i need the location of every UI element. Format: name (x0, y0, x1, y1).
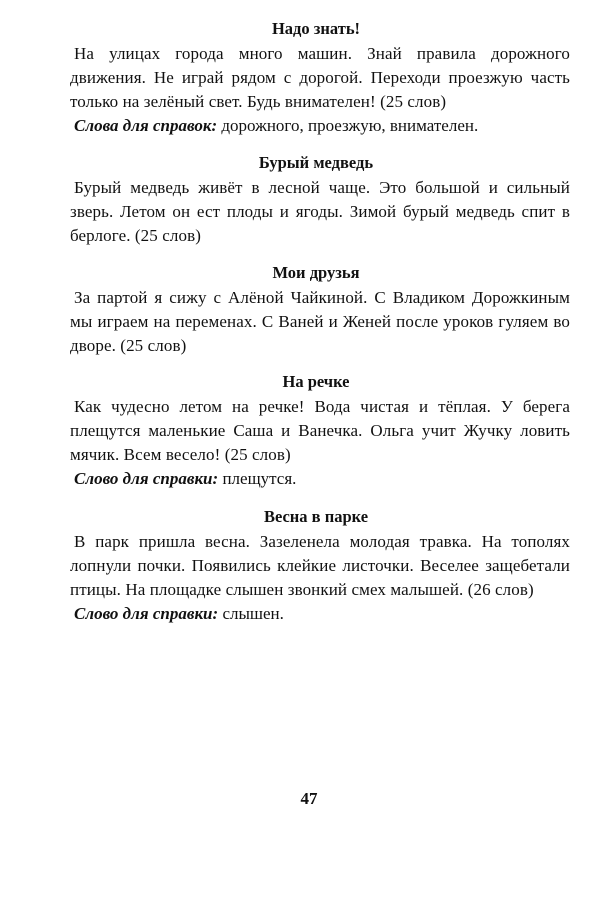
section-title: На речке (282, 372, 350, 391)
section-text (70, 42, 570, 114)
reference-label: Слово для справки: (74, 604, 219, 623)
section-text-content: На улицах города много машин. Знай правила дорожного движения. Не играй рядом с дорогой. Переходи проезжую часть только на зелёный свет. Будь внимателен! (25 слов) (70, 44, 570, 111)
section-title: Мои друзья (272, 263, 360, 282)
reference-text: дорожного, проезжую, внимателен. (221, 116, 479, 135)
reference-words (70, 602, 570, 626)
section-text-content: Бурый медведь живёт в лесной чаще. Это большой и сильный зверь. Летом он ест плоды и ягоды. Зимой бурый медведь спит в берлоге. (25 слов) (70, 178, 570, 245)
section-text-content: В парк пришла весна. Зазеленела молодая травка. На тополях лопнули почки. Появились клейкие листочки. Веселее защебетали птицы. На площадке слышен звонкий смех малышей. (26 слов) (70, 532, 570, 599)
section-buryy-medved (70, 152, 570, 248)
reference-words (70, 467, 570, 491)
section-vesna-v-parke (70, 506, 570, 626)
section-title: Весна в парке (263, 507, 369, 526)
section-nado-znat (70, 18, 570, 138)
section-text-content: За партой я сижу с Алёной Чайкиной. С Владиком Дорожкиным мы играем на переменах. С Ваней и Женей после уроков гуляем во дворе. (25 слов) (70, 288, 570, 355)
section-moi-druzya (70, 262, 570, 358)
section-title: Надо знать! (271, 19, 361, 38)
section-text (70, 395, 570, 467)
reference-label: Слова для справок: (74, 116, 218, 135)
section-text (70, 176, 570, 248)
section-text (70, 530, 570, 602)
reference-label: Слово для справки: (74, 469, 219, 488)
section-title: Бурый медведь (258, 153, 374, 172)
page-number: 47 (300, 789, 318, 808)
reference-text: плещутся. (222, 469, 297, 488)
section-text-content: Как чудесно летом на речке! Вода чистая и тёплая. У берега плещутся маленькие Саша и Ванечка. Ольга учит Жучку ловить мячик. Всем весело! (25 слов) (70, 397, 570, 464)
reference-words (70, 114, 570, 138)
reference-text: слышен. (222, 604, 284, 623)
section-na-rechke (70, 371, 570, 491)
section-text (70, 286, 570, 358)
